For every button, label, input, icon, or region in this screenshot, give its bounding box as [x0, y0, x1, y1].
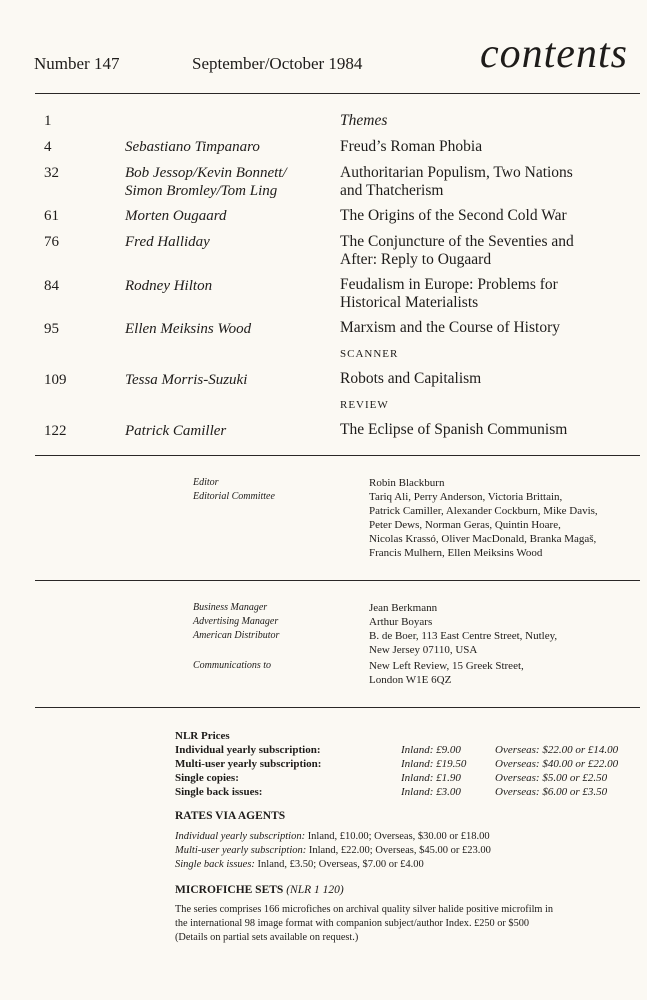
toc-author: Morten Ougaard: [125, 208, 227, 224]
toc-page: 1: [44, 113, 52, 129]
microfiche-line: the international 98 image format with companion subject/author Index. £250 or $500: [175, 918, 530, 929]
microfiche-line: The series comprises 166 microfiches on archival quality silver halide positive microfilm in: [175, 904, 554, 915]
toc-title: Freud’s Roman Phobia: [340, 138, 483, 155]
business-value: New Jersey 07110, USA: [369, 644, 478, 656]
editor-label: Editor: [193, 477, 219, 488]
toc-title: Feudalism in Europe: Problems for: [340, 276, 558, 293]
toc-title: Themes: [340, 112, 388, 129]
agents-label: Individual yearly subscription:: [175, 831, 306, 842]
committee-line: Francis Mulhern, Ellen Meiksins Wood: [369, 547, 543, 559]
toc-page: 95: [44, 321, 59, 337]
divider: [35, 707, 640, 708]
microfiche-line: (Details on partial sets available on request.): [175, 932, 359, 943]
agents-row: [175, 858, 424, 872]
price-label: Individual yearly subscription:: [175, 744, 321, 756]
communications-value: New Left Review, 15 Greek Street,: [369, 660, 524, 672]
communications-label: Communications to: [193, 660, 272, 671]
agents-text: Inland, £22.00; Overseas, $45.00 or £23.00: [308, 845, 491, 856]
toc-page: 76: [44, 234, 59, 250]
toc-author: Tessa Morris-Suzuki: [125, 372, 248, 388]
agents-row: [175, 830, 490, 844]
toc-author: Patrick Camiller: [125, 423, 227, 439]
toc-author: Bob Jessop/Kevin Bonnett/: [125, 165, 287, 181]
toc-page: 122: [44, 423, 67, 439]
agents-row: [175, 844, 491, 858]
toc-author: Rodney Hilton: [125, 278, 213, 294]
toc-author: Simon Bromley/Tom Ling: [125, 183, 278, 199]
toc-title: The Origins of the Second Cold War: [340, 207, 567, 224]
price-label: Multi-user yearly subscription:: [175, 758, 322, 770]
price-label: Single copies:: [175, 772, 239, 784]
price-overseas: Overseas: $5.00 or £2.50: [495, 772, 608, 784]
business-value: B. de Boer, 113 East Centre Street, Nutley,: [369, 630, 558, 642]
section-label-scanner: SCANNER: [340, 348, 399, 360]
price-inland: Inland: £19.50: [401, 758, 467, 770]
toc-author: Sebastiano Timpanaro: [125, 139, 260, 155]
business-label: Business Manager: [193, 602, 268, 613]
toc-page: 61: [44, 208, 59, 224]
toc-page: 84: [44, 278, 59, 294]
toc-page: 32: [44, 165, 59, 181]
committee-line: Peter Dews, Norman Geras, Quintin Hoare,: [369, 519, 561, 531]
toc-title: Robots and Capitalism: [340, 370, 482, 387]
price-inland: Inland: £3.00: [401, 786, 461, 798]
toc-title: After: Reply to Ougaard: [340, 251, 492, 268]
committee-line: Tariq Ali, Perry Anderson, Victoria Brittain,: [369, 491, 563, 503]
toc-author: Ellen Meiksins Wood: [125, 321, 252, 337]
agents-label: Multi-user yearly subscription:: [175, 845, 307, 856]
issue-date: September/October 1984: [192, 54, 363, 73]
toc-title: and Thatcherism: [340, 182, 444, 199]
section-label-review: REVIEW: [340, 399, 389, 411]
page-title: contents: [480, 31, 628, 77]
toc-page: 4: [44, 139, 52, 155]
issue-number: Number 147: [34, 54, 120, 73]
price-overseas: Overseas: $40.00 or £22.00: [495, 758, 619, 770]
toc-page: 109: [44, 372, 67, 388]
toc-title: The Conjuncture of the Seventies and: [340, 233, 574, 250]
agents-heading: RATES VIA AGENTS: [175, 810, 286, 822]
business-value: Arthur Boyars: [369, 616, 433, 628]
price-overseas: Overseas: $22.00 or £14.00: [495, 744, 619, 756]
price-inland: Inland: £9.00: [401, 744, 461, 756]
microfiche-heading-row: [175, 883, 344, 897]
toc-title: Historical Materialists: [340, 294, 479, 311]
divider: [35, 580, 640, 581]
divider: [35, 455, 640, 456]
agents-text: Inland, £3.50; Overseas, $7.00 or £4.00: [257, 859, 424, 870]
toc-title: Authoritarian Populism, Two Nations: [340, 164, 573, 181]
price-overseas: Overseas: $6.00 or £3.50: [495, 786, 608, 798]
committee-label: Editorial Committee: [193, 491, 275, 502]
toc-title: Marxism and the Course of History: [340, 319, 560, 336]
divider: [35, 93, 640, 94]
microfiche-heading: MICROFICHE SETS: [175, 884, 284, 896]
price-inland: Inland: £1.90: [401, 772, 461, 784]
agents-label: Single back issues:: [175, 859, 255, 870]
toc-author: Fred Halliday: [125, 234, 210, 250]
business-value: Jean Berkmann: [369, 602, 438, 614]
editor-name: Robin Blackburn: [369, 477, 445, 489]
business-label: American Distributor: [193, 630, 280, 641]
committee-line: Patrick Camiller, Alexander Cockburn, Mike Davis,: [369, 505, 598, 517]
committee-line: Nicolas Krassó, Oliver MacDonald, Branka Magaš,: [369, 533, 597, 545]
prices-heading: NLR Prices: [175, 730, 230, 742]
business-label: Advertising Manager: [193, 616, 279, 627]
communications-value: London W1E 6QZ: [369, 674, 452, 686]
agents-text: Inland, £10.00; Overseas, $30.00 or £18.00: [307, 831, 490, 842]
microfiche-subheading: (NLR 1 120): [286, 884, 344, 896]
toc-title: The Eclipse of Spanish Communism: [340, 421, 568, 438]
price-label: Single back issues:: [175, 786, 263, 798]
